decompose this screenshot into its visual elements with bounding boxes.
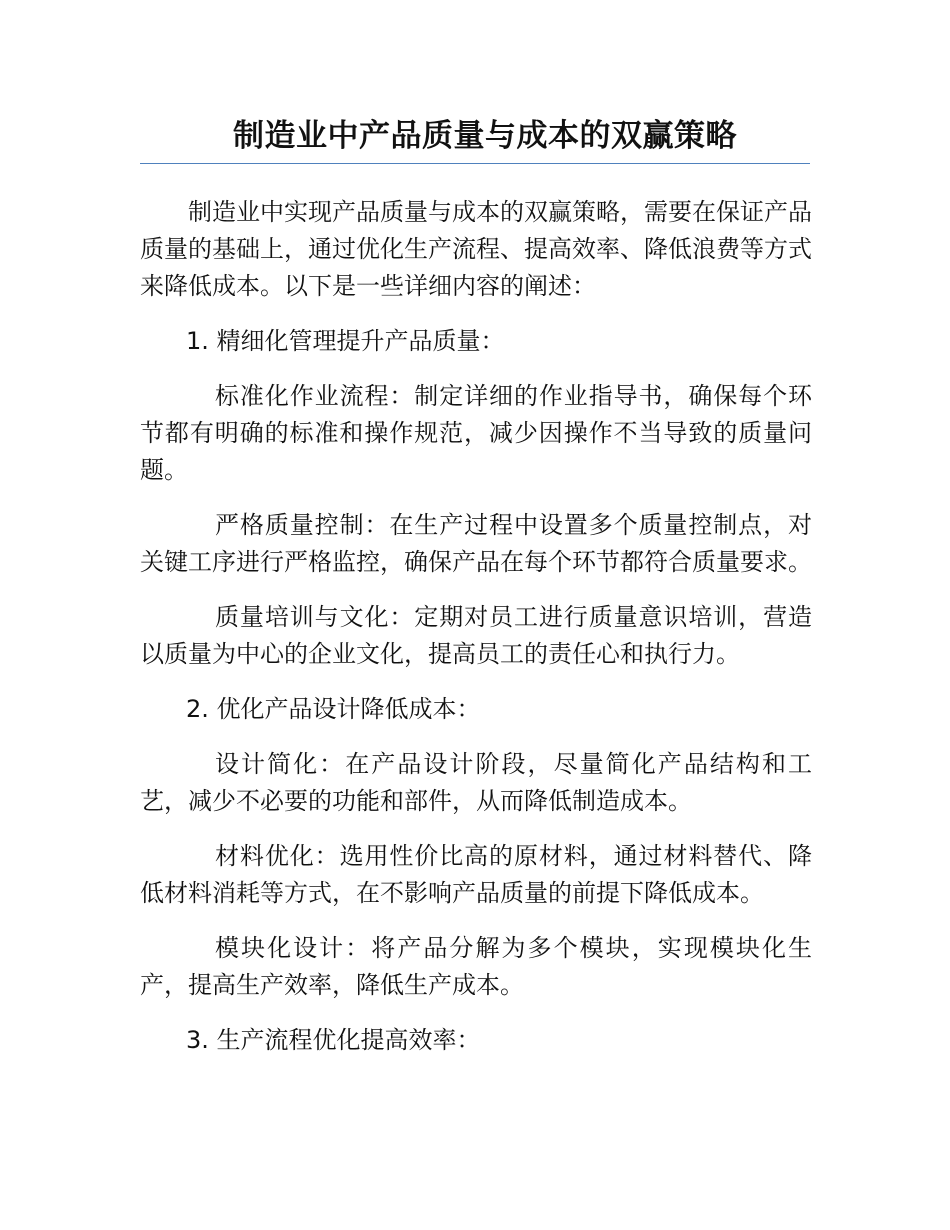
section-2-item-1: 设计简化：在产品设计阶段，尽量简化产品结构和工艺，减少不必要的功能和部件，从而降低制造成本。 bbox=[140, 750, 812, 815]
section-2-item-3: 模块化设计：将产品分解为多个模块，实现模块化生产，提高生产效率，降低生产成本。 bbox=[140, 934, 812, 999]
document-title: 制造业中产品质量与成本的双赢策略 bbox=[233, 118, 737, 154]
section-2-item-2: 材料优化：选用性价比高的原材料，通过材料替代、降低材料消耗等方式，在不影响产品质量的前提下降低成本。 bbox=[140, 842, 812, 907]
title-divider bbox=[140, 163, 810, 164]
section-heading-1: 1. 精细化管理提升产品质量： bbox=[186, 327, 505, 355]
document-body bbox=[140, 194, 812, 1077]
section-1-item-3: 质量培训与文化：定期对员工进行质量意识培训，营造以质量为中心的企业文化，提高员工的责任心和执行力。 bbox=[140, 603, 812, 668]
section-heading-3: 3. 生产流程优化提高效率： bbox=[186, 1026, 481, 1054]
section-1-item-2: 严格质量控制：在生产过程中设置多个质量控制点，对关键工序进行严格监控，确保产品在每个环节都符合质量要求。 bbox=[140, 511, 812, 576]
section-heading-2: 2. 优化产品设计降低成本： bbox=[186, 695, 481, 723]
section-1-item-1: 标准化作业流程：制定详细的作业指导书，确保每个环节都有明确的标准和操作规范，减少因操作不当导致的质量问题。 bbox=[140, 382, 812, 484]
intro-paragraph: 制造业中实现产品质量与成本的双赢策略，需要在保证产品质量的基础上，通过优化生产流程、提高效率、降低浪费等方式来降低成本。以下是一些详细内容的阐述： bbox=[140, 198, 812, 300]
